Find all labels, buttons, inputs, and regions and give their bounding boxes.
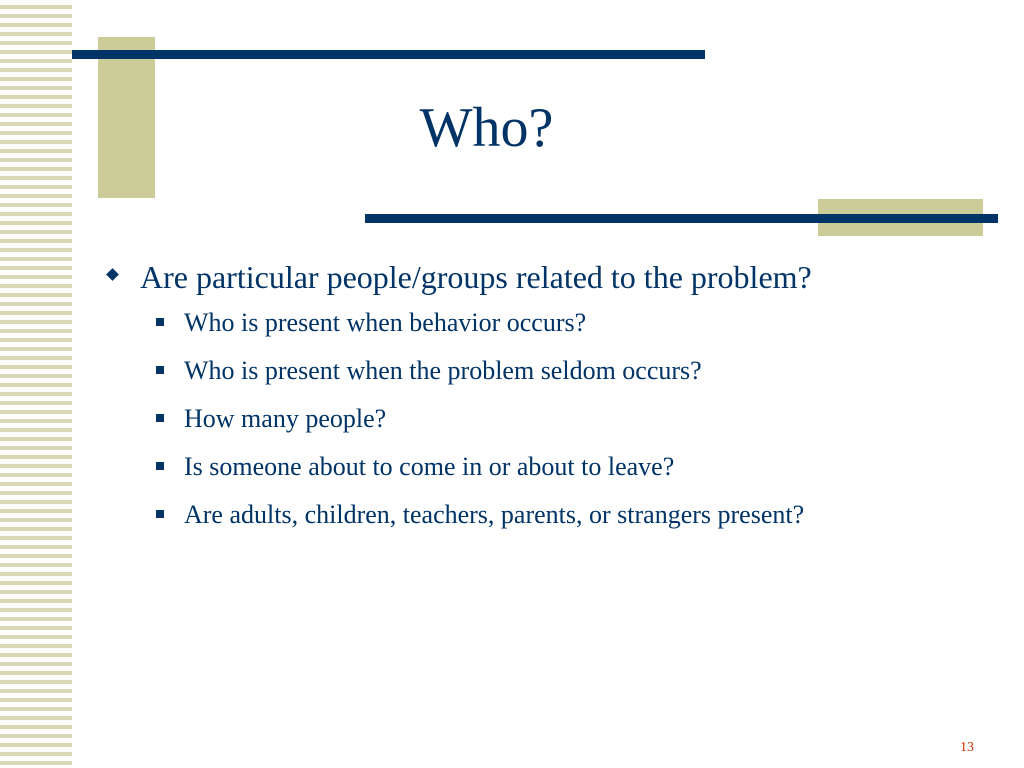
sub-bullet-text: Who is present when behavior occurs? (184, 308, 587, 337)
sub-bullet-text: How many people? (184, 404, 387, 433)
sub-bullet (140, 447, 920, 487)
square-bullet-icon (156, 366, 164, 374)
sub-bullet (140, 399, 920, 439)
sub-bullet-list (100, 303, 920, 535)
sub-bullet-text: Is someone about to come in or about to leave? (184, 452, 675, 481)
slide-title: Who? (419, 97, 554, 159)
square-bullet-icon (156, 414, 164, 422)
sub-bullet (140, 303, 920, 343)
slide-content (100, 257, 920, 543)
main-bullet-text: Are particular people/groups related to the problem? (140, 259, 812, 295)
sub-bullet-text: Are adults, children, teachers, parents, or strangers present? (184, 500, 805, 529)
navy-accent-bar-top (72, 50, 705, 59)
diamond-bullet-icon (106, 268, 119, 281)
square-bullet-icon (156, 510, 164, 518)
striped-side-band (0, 0, 72, 768)
sub-bullet-text: Who is present when the problem seldom occurs? (184, 356, 702, 385)
slide-number: 13 (960, 740, 974, 755)
sub-bullet (140, 351, 920, 391)
navy-accent-bar-bottom (365, 214, 998, 223)
square-bullet-icon (156, 462, 164, 470)
main-bullet (100, 257, 920, 297)
sub-bullet (140, 495, 920, 535)
tan-accent-block-left (98, 37, 155, 198)
square-bullet-icon (156, 318, 164, 326)
